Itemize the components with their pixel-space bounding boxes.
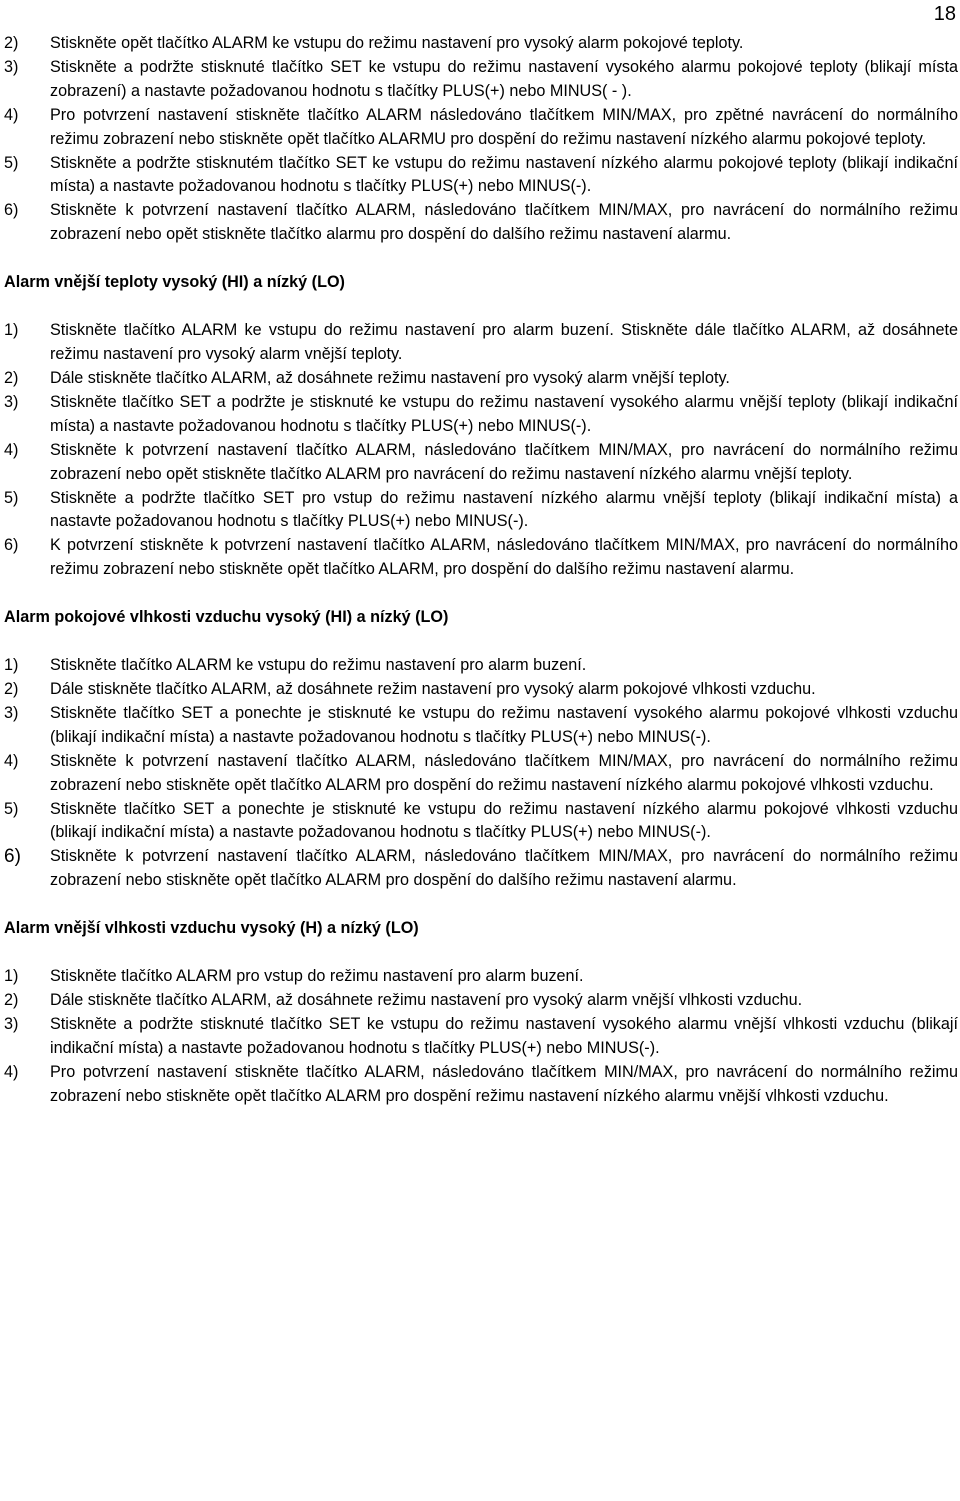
item-text: Dále stiskněte tlačítko ALARM, až dosáhnete režim nastavení pro vysoký alarm pokojové vlhkosti vzduchu. bbox=[50, 680, 816, 699]
section-heading-outdoor-temperature: Alarm vnější teploty vysoký (HI) a nízký (LO) bbox=[4, 273, 345, 292]
item-number: 5) bbox=[4, 153, 19, 172]
item-number: 3) bbox=[4, 1015, 19, 1033]
document-page bbox=[0, 32, 958, 1109]
item-text: Stiskněte a podržte tlačítko SET pro vstup do režimu nastavení nízkého alarmu vnější teploty (blikají indikační místa) a nastavte požadovanou hodnotu s tlačítky PLUS(+) nebo MINUS(-). bbox=[50, 488, 958, 531]
item-number: 3) bbox=[4, 57, 19, 76]
list-item bbox=[0, 798, 958, 846]
item-text: Stiskněte k potvrzení nastavení tlačítko ALARM, následováno tlačítkem MIN/MAX, pro navrácení do normálního režimu zobrazení nebo stiskněte opět tlačítko ALARM pro dospění do dalšího režimu nastavení alarmu. bbox=[50, 847, 958, 890]
list-item bbox=[0, 32, 958, 56]
item-text: Dále stiskněte tlačítko ALARM, až dosáhnete režimu nastavení pro vysoký alarm vnější teploty. bbox=[50, 368, 730, 387]
item-number: 3) bbox=[4, 703, 19, 722]
item-number: 2) bbox=[4, 680, 19, 699]
item-text: Stiskněte tlačítko SET a podržte je stisknuté ke vstupu do režimu nastavení vysokého alarmu vnější teploty (blikají indikační místa) a nastavte požadovanou hodnotu s tlačítky PLUS(+) nebo MINUS(-). bbox=[50, 392, 958, 435]
list-item bbox=[0, 989, 958, 1013]
instruction-list-room-temperature bbox=[0, 32, 958, 247]
item-text: K potvrzení stiskněte k potvrzení nastavení tlačítko ALARM, následováno tlačítkem MIN/MAX, pro navrácení do normálního režimu zobrazení nebo stiskněte opět tlačítko ALARM, pro dospění do dalšího režimu nastavení alarmu. bbox=[50, 536, 958, 579]
item-text: Stiskněte tlačítko SET a ponechte je stisknuté ke vstupu do režimu nastavení nízkého alarmu pokojové vlhkosti vzduchu (blikají indikační místa) a nastavte požadovanou hodnotu s tlačítky PLUS(+) nebo MINUS(-). bbox=[50, 799, 958, 842]
list-item bbox=[0, 1061, 958, 1109]
item-number: 4) bbox=[4, 440, 19, 459]
list-item bbox=[0, 845, 958, 893]
item-number: 1) bbox=[4, 967, 19, 986]
instruction-list-room-humidity bbox=[0, 654, 958, 893]
item-number: 1) bbox=[4, 656, 19, 675]
list-item bbox=[0, 654, 958, 678]
item-text: Stiskněte tlačítko ALARM ke vstupu do režimu nastavení pro alarm buzení. Stiskněte dále tlačítko ALARM, až dosáhnete režimu nastavení pro vysoký alarm vnější teploty. bbox=[50, 321, 958, 364]
list-item bbox=[0, 152, 958, 200]
item-text: Dále stiskněte tlačítko ALARM, až dosáhnete režimu nastavení pro vysoký alarm vnější vlhkosti vzduchu. bbox=[50, 991, 803, 1010]
item-text: Stiskněte opět tlačítko ALARM ke vstupu do režimu nastavení pro vysoký alarm pokojové teploty. bbox=[50, 34, 744, 52]
item-number: 3) bbox=[4, 392, 19, 411]
list-item bbox=[0, 534, 958, 582]
page-number: 18 bbox=[933, 3, 956, 25]
item-text: Stiskněte a podržte stisknuté tlačítko SET ke vstupu do režimu nastavení vysokého alarmu pokojové teploty (blikají místa zobrazení) a nastavte požadovanou hodnotu s tlačítky PLUS(+) nebo MINUS( - ). bbox=[50, 57, 958, 100]
section-heading-room-humidity: Alarm pokojové vlhkosti vzduchu vysoký (HI) a nízký (LO) bbox=[4, 608, 449, 627]
item-text: Stiskněte tlačítko ALARM pro vstup do režimu nastavení pro alarm buzení. bbox=[50, 967, 584, 986]
item-text: Pro potvrzení nastavení stiskněte tlačítko ALARM následováno tlačítkem MIN/MAX, pro zpětné navrácení do normálního režimu zobrazení nebo stiskněte opět tlačítko ALARMU pro dospění do režimu nastavení nízkého alarmu pokojové teploty. bbox=[50, 105, 958, 148]
item-number: 4) bbox=[4, 105, 19, 124]
item-text: Stiskněte k potvrzení nastavení tlačítko ALARM, následováno tlačítkem MIN/MAX, pro navrácení do normálního režimu zobrazení nebo opět stiskněte tlačítko alarmu pro dospění do dalšího režimu nastavení alarmu. bbox=[50, 201, 958, 244]
item-number: 2) bbox=[4, 368, 19, 387]
list-item bbox=[0, 199, 958, 247]
list-item bbox=[0, 1013, 958, 1061]
list-item bbox=[0, 965, 958, 989]
item-text: Stiskněte a podržte stisknutém tlačítko SET ke vstupu do režimu nastavení nízkého alarmu pokojové teploty (blikají indikační místa) a nastavte požadovanou hodnotu s tlačítky PLUS(+) nebo MINUS(-). bbox=[50, 153, 958, 196]
item-number: 6) bbox=[4, 201, 19, 220]
item-number: 5) bbox=[4, 488, 19, 507]
list-item bbox=[0, 678, 958, 702]
item-text: Stiskněte tlačítko ALARM ke vstupu do režimu nastavení pro alarm buzení. bbox=[50, 656, 587, 675]
list-item bbox=[0, 56, 958, 104]
item-text: Pro potvrzení nastavení stiskněte tlačítko ALARM, následováno tlačítkem MIN/MAX, pro navrácení do normálního režimu zobrazení nebo stiskněte opět tlačítko ALARM pro dospění režimu nastavení nízkého alarmu vnější vlhkosti vzduchu. bbox=[50, 1062, 958, 1105]
item-text: Stiskněte tlačítko SET a ponechte je stisknuté ke vstupu do režimu nastavení vysokého alarmu pokojové vlhkosti vzduchu (blikají indikační místa) a nastavte požadovanou hodnotu s tlačítky PLUS(+) nebo MINUS(-). bbox=[50, 703, 958, 746]
item-text: Stiskněte a podržte stisknuté tlačítko SET ke vstupu do režimu nastavení vysokého alarmu vnější vlhkosti vzduchu (blikají indikační místa) a nastavte požadovanou hodnotu s tlačítky PLUS(+) nebo MINUS(-). bbox=[50, 1015, 958, 1057]
item-number: 4) bbox=[4, 1062, 19, 1081]
instruction-list-outdoor-humidity bbox=[0, 965, 958, 1108]
list-item bbox=[0, 702, 958, 750]
item-number: 2) bbox=[4, 991, 19, 1010]
list-item bbox=[0, 104, 958, 152]
list-item bbox=[0, 391, 958, 439]
item-number: 4) bbox=[4, 751, 19, 770]
list-item bbox=[0, 319, 958, 367]
list-item bbox=[0, 439, 958, 487]
item-number: 1) bbox=[4, 321, 19, 340]
list-item bbox=[0, 367, 958, 391]
item-number: 6) bbox=[4, 536, 19, 555]
item-number: 6) bbox=[4, 846, 21, 868]
item-number: 2) bbox=[4, 34, 19, 52]
instruction-list-outdoor-temperature bbox=[0, 319, 958, 582]
item-text: Stiskněte k potvrzení nastavení tlačítko ALARM, následováno tlačítkem MIN/MAX, pro navrácení do normálního režimu zobrazení nebo stiskněte opět tlačítko ALARM pro dospění do režimu nastavení nízkého alarmu pokojové vlhkosti vzduchu. bbox=[50, 751, 958, 794]
section-heading-outdoor-humidity: Alarm vnější vlhkosti vzduchu vysoký (H) a nízký (LO) bbox=[4, 919, 419, 938]
item-number: 5) bbox=[4, 799, 19, 818]
list-item bbox=[0, 487, 958, 535]
list-item bbox=[0, 750, 958, 798]
item-text: Stiskněte k potvrzení nastavení tlačítko ALARM, následováno tlačítkem MIN/MAX, pro navrácení do normálního režimu zobrazení nebo opět stiskněte tlačítko ALARM pro navrácení do režimu nastavení nízkého alarmu vnější teploty. bbox=[50, 440, 958, 483]
